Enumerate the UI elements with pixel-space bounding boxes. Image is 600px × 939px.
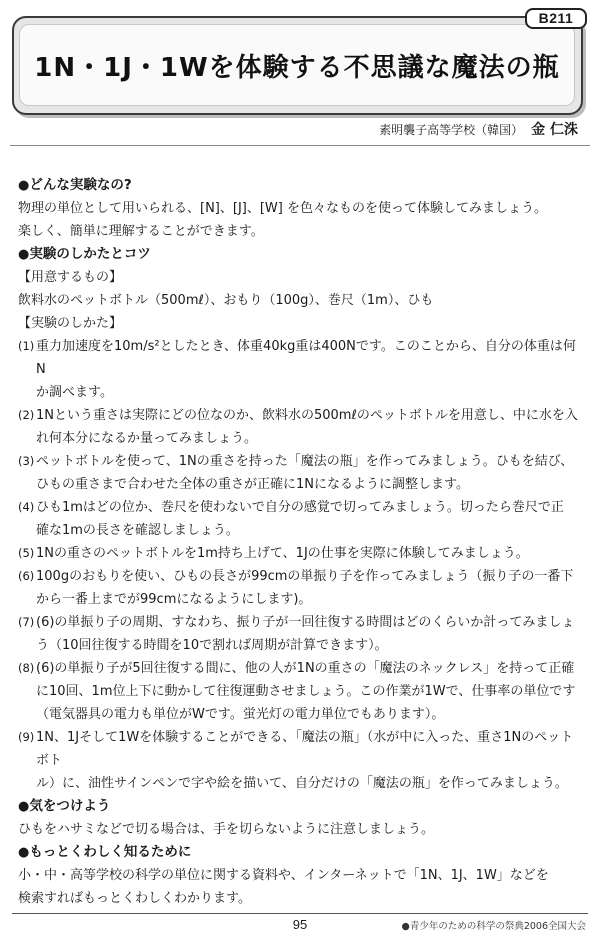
step-text: 1Nという重さは実際にどの位なのか、飲料水の500mℓのペットボトルを用意し、中に水を入 れ何本分になるか量ってみましょう。 (36, 408, 578, 446)
materials-heading: 【用意するもの】 (18, 270, 123, 285)
section-heading-caution (18, 795, 584, 818)
step-text: 100gのおもりを使い、ひもの長さが99cmの単振り子を作ってみましょう（振り子の一番下 から一番上までが99cmになるようにします)。 (36, 569, 574, 607)
procedure-step (18, 450, 584, 496)
paragraph-line: 楽しく、簡単に理解することができます。 (18, 224, 264, 239)
step-number: (6) (18, 569, 35, 583)
procedure-step (18, 496, 584, 542)
paragraph-line: 検索すればもっとくわしくわかります。 (18, 891, 251, 906)
title-panel (19, 24, 575, 106)
procedure-step (18, 611, 584, 657)
paragraph-line: ひもをハサミなどで切る場合は、手を切らないように注意しましょう。 (18, 822, 435, 837)
step-number: (5) (18, 546, 35, 560)
procedure-step (18, 542, 584, 565)
procedure-step (18, 726, 584, 795)
bullet-icon: ● (18, 845, 30, 860)
section-heading-more (18, 841, 584, 864)
bullet-icon: ● (18, 799, 30, 814)
section-heading-what (18, 174, 584, 197)
author-line (379, 119, 578, 139)
step-number: (1) (18, 339, 35, 353)
header-divider (10, 145, 590, 146)
step-text: ペットボトルを使って、1Nの重さを持った「魔法の瓶」を作ってみましょう。ひもを結び、 ひもの重さまで合わせた全体の重さが正確に1Nになるように調整します。 (36, 454, 574, 492)
step-number: (7) (18, 615, 35, 629)
procedure-step (18, 657, 584, 726)
author-name: 金 仁洙 (531, 122, 578, 138)
step-text: ひも1mはどの位か、巻尺を使わないで自分の感覚で切ってみましょう。切ったら巻尺で正 確な1mの長さを確認しましょう。 (36, 500, 564, 538)
procedure-step (18, 404, 584, 450)
step-number: (3) (18, 454, 35, 468)
step-text: (6)の単振り子の周期、すなわち、振り子が一回往復する時間はどのくらいか計ってみましょ う（10回往復する時間を10で割れば周期が計算できます）。 (36, 615, 575, 653)
document-code-badge: B211 (525, 8, 587, 29)
section-heading-text: どんな実験なの? (29, 177, 132, 193)
bullet-icon: ● (18, 178, 30, 193)
school-name: 素明襲子高等学校（韓国） (379, 123, 524, 137)
section-heading-text: 気をつけよう (29, 798, 111, 814)
section-heading-text: もっとくわしく知るために (29, 844, 192, 860)
footer-divider (12, 913, 588, 914)
materials-list: 飲料水のペットボトル（500mℓ）、おもり（100g）、巻尺（1m）、ひも (18, 293, 434, 308)
article-body (18, 174, 584, 910)
step-text: (6)の単振り子が5回往復する間に、他の人が1Nの重さの「魔法のネックレス」を持って正確 に10回、1m位上下に動かして往復運動させましょう。この作業が1Wで、仕事率の単位です （電気器具の電力も単位がWです。蛍光灯の電力単位でもあります）。 (36, 661, 576, 722)
procedure-step (18, 335, 584, 404)
step-number: (8) (18, 661, 35, 675)
section-heading-method (18, 243, 584, 266)
procedure-step (18, 565, 584, 611)
step-number: (4) (18, 500, 35, 514)
page-number: 95 (292, 917, 308, 932)
step-text: 重力加速度を10m/s²としたとき、体重40kg重は400Nです。このことから、自分の体重は何N か調べます。 (36, 339, 576, 400)
bullet-icon: ● (18, 247, 30, 262)
step-number: (9) (18, 730, 35, 744)
paragraph-line: 物理の単位として用いられる、[N]、[J]、[W] を色々なものを使って体験してみましょう。 (18, 201, 547, 216)
step-text: 1Nの重さのペットボトルを1m持ち上げて、1Jの仕事を実際に体験してみましょう。 (36, 546, 529, 561)
section-heading-text: 実験のしかたとコツ (29, 246, 151, 262)
page-title: 1N・1J・1Wを体験する不思議な魔法の瓶 (34, 52, 560, 83)
step-text: 1N、1Jそして1Wを体験することができる、「魔法の瓶」（水が中に入った、重さ1Nのペットボト ル）に、油性サインペンで字や絵を描いて、自分だけの「魔法の瓶」を作ってみましょう。 (36, 730, 574, 791)
step-number: (2) (18, 408, 35, 422)
footer-event-note: ●青少年のための科学の祭典2006全国大会 (401, 921, 586, 932)
paragraph-line: 小・中・高等学校の科学の単位に関する資料や、インターネットで「1N、1J、1W」などを (18, 868, 549, 883)
procedure-heading: 【実験のしかた】 (18, 316, 123, 331)
